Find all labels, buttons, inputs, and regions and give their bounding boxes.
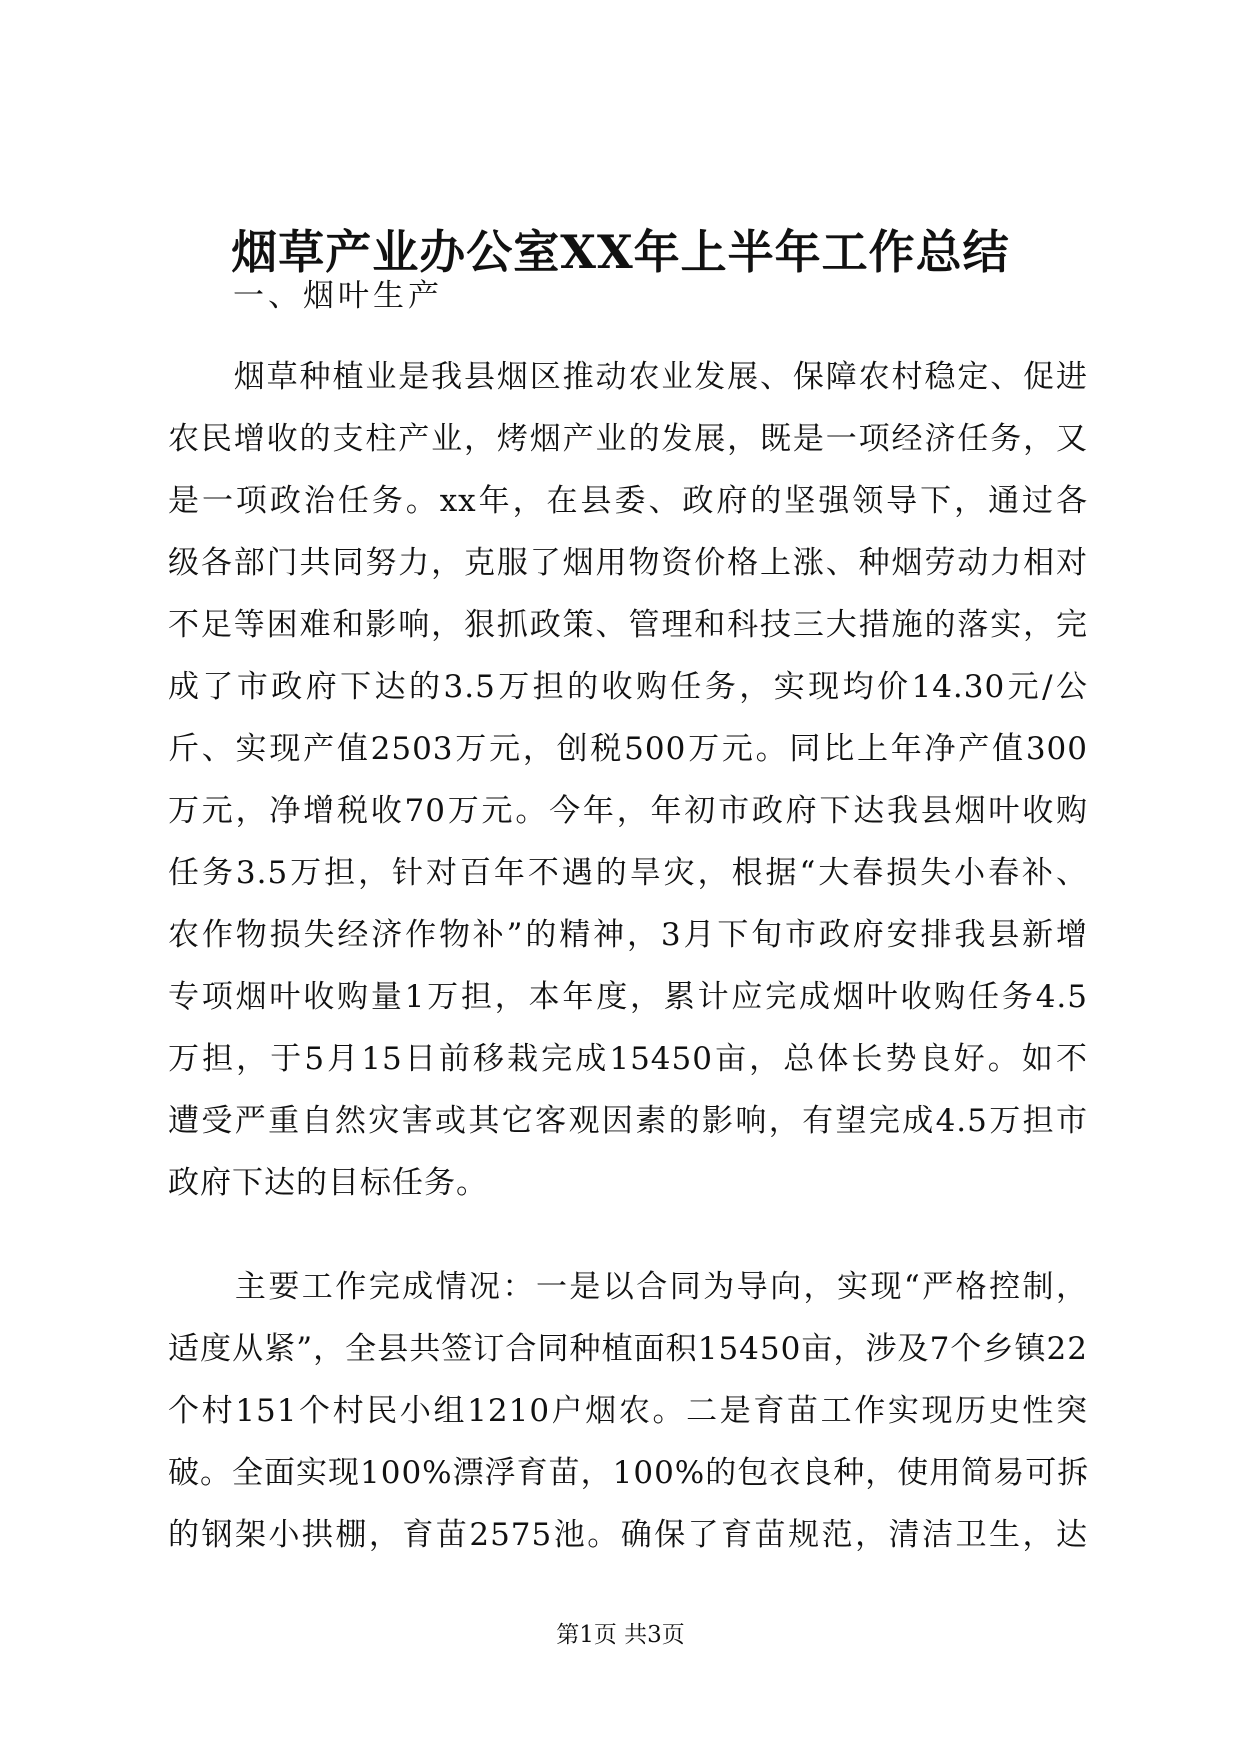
paragraph-1 <box>168 346 1088 1214</box>
section-heading: 一、烟叶生产 <box>233 278 443 314</box>
paragraph-line: 任务3.5万担，针对百年不遇的旱灾，根据“大春损失小春补、 <box>168 855 1088 891</box>
paragraph-line: 农作物损失经济作物补”的精神，3月下旬市政府安排我县新增 <box>168 917 1088 953</box>
paragraph-line: 政府下达的目标任务。 <box>168 1165 488 1201</box>
page-footer: 第1页 共3页 <box>556 1622 685 1648</box>
paragraph-line: 主要工作完成情况：一是以合同为导向，实现“严格控制， <box>168 1269 1088 1305</box>
paragraph-line: 破。全面实现100%漂浮育苗，100%的包衣良种，使用简易可拆 <box>168 1455 1090 1491</box>
paragraph-line: 个村151个村民小组1210户烟农。二是育苗工作实现历史性突 <box>168 1393 1088 1429</box>
paragraph-line: 遭受严重自然灾害或其它客观因素的影响，有望完成4.5万担市 <box>168 1103 1088 1139</box>
paragraph-line: 烟草种植业是我县烟区推动农业发展、保障农村稳定、促进 <box>168 359 1088 395</box>
paragraph-line: 专项烟叶收购量1万担，本年度，累计应完成烟叶收购任务4.5 <box>168 979 1088 1015</box>
paragraph-line: 级各部门共同努力，克服了烟用物资价格上涨、种烟劳动力相对 <box>168 545 1088 581</box>
paragraph-line: 万元，净增税收70万元。今年，年初市政府下达我县烟叶收购 <box>168 793 1088 829</box>
document-title: 烟草产业办公室XX年上半年工作总结 <box>231 225 1010 279</box>
paragraph-line: 的钢架小拱棚，育苗2575池。确保了育苗规范，清洁卫生，达 <box>168 1517 1088 1553</box>
paragraph-line: 适度从紧”，全县共签订合同种植面积15450亩，涉及7个乡镇22 <box>168 1331 1088 1367</box>
paragraph-line: 斤、实现产值2503万元，创税500万元。同比上年净产值300 <box>168 731 1088 767</box>
paragraph-line: 成了市政府下达的3.5万担的收购任务，实现均价14.30元/公 <box>168 669 1088 705</box>
paragraph-line: 是一项政治任务。xx年，在县委、政府的坚强领导下，通过各 <box>168 483 1088 519</box>
paragraph-line: 农民增收的支柱产业，烤烟产业的发展，既是一项经济任务，又 <box>168 421 1088 457</box>
paragraph-2 <box>168 1256 1088 1566</box>
paragraph-line: 万担，于5月15日前移栽完成15450亩，总体长势良好。如不 <box>168 1041 1088 1077</box>
paragraph-line: 不足等困难和影响，狠抓政策、管理和科技三大措施的落实，完 <box>168 607 1088 643</box>
